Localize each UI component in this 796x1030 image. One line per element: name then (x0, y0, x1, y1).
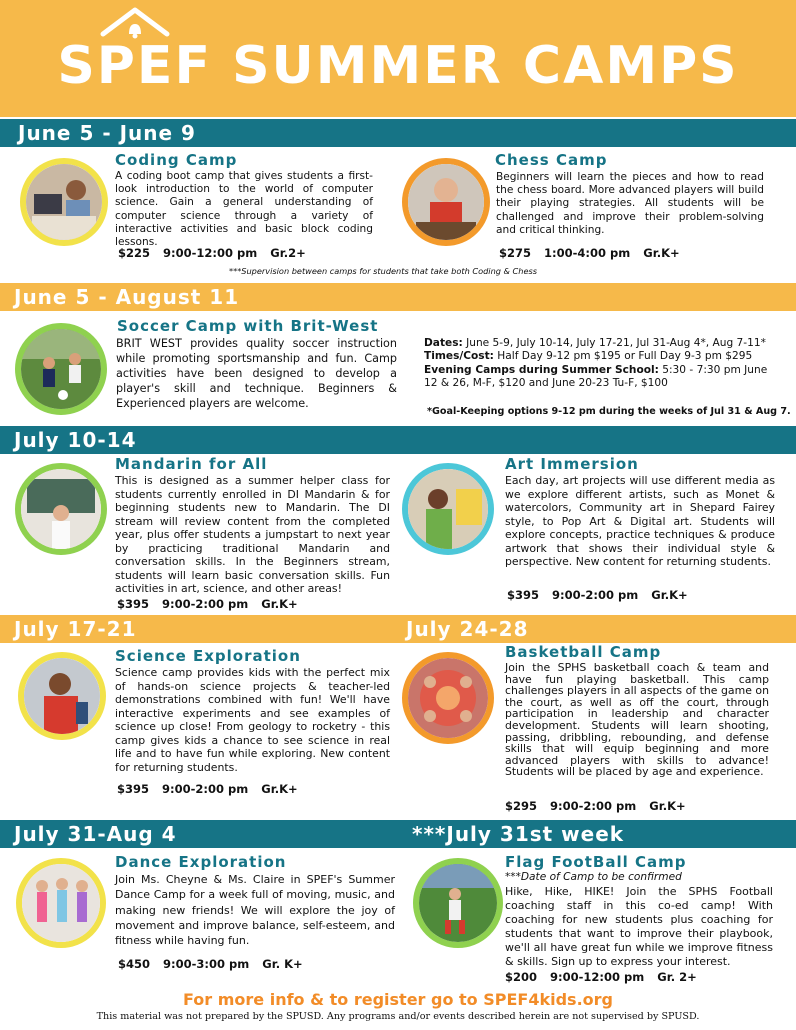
basketball-camp-photo (402, 652, 494, 744)
section-label: June 5 - June 9 (18, 121, 196, 145)
coding-camp-time: 9:00-12:00 pm (163, 246, 258, 260)
section-label: July 17-21 (14, 617, 137, 641)
art-camp-grade: Gr.K+ (651, 588, 688, 602)
section-label: June 5 - August 11 (14, 285, 240, 309)
science-camp-price-row (117, 782, 307, 796)
coding-camp-photo (20, 158, 108, 246)
art-camp-price: $395 (507, 588, 540, 602)
summer-camps-title: SUMMER CAMPS (232, 36, 739, 96)
art-camp-description: Each day, art projects will use different media as we explore different artists, such as Monet & watercolors, Community art in Shepard Fairey style, to Pop Art & Digital art. Students will explore concepts, practice techniques & produce artwork that shows their individual style & perspective. New content for returning students. (505, 474, 775, 568)
coding-camp-description: A coding boot camp that gives students a first-look introduction to the world of computer science. Gain a general understanding of computer science through a variety of interactive activities and basic block coding lessons. (115, 170, 373, 249)
flag-football-camp-description: Hike, Hike, HIKE! Join the SPHS Football coaching staff in this co-ed camp! With coaching for new students plus coaching for students that want to improve their playbook, we'll all have great fun while we improve fitness & skills. Sign up to express your interest. (505, 885, 773, 968)
dance-camp-title: Dance Exploration (115, 853, 287, 871)
basketball-camp-description: Join the SPHS basketball coach & team and have fun playing basketball. This camp challenges players in all aspects of the game on the court, as well as off the court, through participation in leadership and character development. Students will learn shooting, passing, dribbling, rebounding, and defense skills that will equip beginning and more advanced players with skills to advance! Students will be placed by age and experience. (505, 661, 769, 779)
art-camp-photo (402, 463, 494, 555)
mandarin-camp-title: Mandarin for All (115, 455, 268, 473)
art-camp-title: Art Immersion (505, 455, 639, 473)
soccer-times-cost: Half Day 9-12 pm $195 or Full Day 9-3 pm $295 (497, 350, 753, 363)
soccer-camp-description: BRIT WEST provides quality soccer instruction while promoting sportsmanship and fun. Camp activities have been designed to develop a player's skill and technique. Beginners & Experienced players are welcome. (116, 337, 397, 410)
section-band-june5-aug11 (0, 283, 796, 311)
basketball-camp-title: Basketball Camp (505, 643, 662, 661)
soccer-camp-photo (15, 323, 107, 415)
basketball-camp-grade: Gr.K+ (649, 799, 686, 813)
section-label: July 10-14 (14, 428, 137, 452)
chess-camp-description: Beginners will learn the pieces and how to read the chess board. More advanced players will build their playing strategies. All students will be challenged and improve their problem-solving and critical thinking. (496, 171, 764, 236)
science-camp-photo (18, 652, 106, 740)
section-band-july31-aug4 (0, 820, 796, 848)
coding-camp-price: $225 (118, 246, 151, 260)
art-camp-time: 9:00-2:00 pm (552, 588, 639, 602)
goal-keeping-note: *Goal-Keeping options 9-12 pm during the weeks of Jul 31 & Aug 7. (427, 406, 791, 417)
science-camp-description: Science camp provides kids with the perfect mix of hands-on science projects & teacher-led demonstrations combined with fun! We'll have interactive experiments and see examples of science up close! From geology to rocketry - this camp gives kids a chance to see science in real life and to have fun while exploring. New content for returning students. (115, 666, 390, 774)
flag-football-camp-title: Flag FootBall Camp (505, 853, 687, 871)
section-band-june5-june9 (0, 119, 796, 147)
mandarin-camp-price: $395 (117, 597, 150, 611)
flag-football-camp-grade: Gr. 2+ (657, 970, 697, 984)
header-banner (0, 0, 796, 117)
chess-camp-price: $275 (499, 246, 532, 260)
times-cost-label: Times/Cost: (424, 350, 494, 363)
spef-logo-text: SPEF (57, 36, 212, 96)
art-camp-price-row (507, 588, 697, 602)
science-camp-price: $395 (117, 782, 150, 796)
section-label: July 31-Aug 4 (14, 822, 177, 846)
soccer-evening-camps: 5:30 - 7:30 pm June 12 & 26, M-F, $120 and June 20-23 Tu-F, $100 (424, 363, 768, 390)
soccer-camp-details (424, 337, 784, 391)
flag-football-camp-price-row (505, 970, 706, 984)
coding-camp-title: Coding Camp (115, 151, 238, 169)
dance-camp-time: 9:00-3:00 pm (163, 957, 250, 971)
mandarin-camp-grade: Gr.K+ (261, 597, 298, 611)
science-camp-title: Science Exploration (115, 647, 301, 665)
supervision-note: ***Supervision between camps for students that take both Coding & Chess (229, 266, 538, 276)
chess-camp-price-row (499, 246, 689, 260)
dance-camp-price: $450 (118, 957, 151, 971)
flag-football-camp-photo (413, 858, 503, 948)
coding-camp-grade: Gr.2+ (270, 246, 306, 260)
mandarin-camp-photo (15, 463, 107, 555)
dance-camp-grade: Gr. K+ (262, 957, 303, 971)
section-label-right: ***July 31st week (412, 822, 625, 846)
science-camp-time: 9:00-2:00 pm (162, 782, 249, 796)
flag-football-camp-price: $200 (505, 970, 538, 984)
mandarin-camp-price-row (117, 597, 307, 611)
mandarin-camp-description: This is designed as a summer helper class for students currently enrolled in DI Mandarin & for beginning students new to Mandarin. The DI stream will review content from the completed year, plus offer students a jumpstart to next year by practicing traditional Mandarin and conversation skills. In the Beginners stream, students will learn basic conversation skills. Fun activities in art, science, and other areas! (115, 474, 390, 595)
chess-camp-title: Chess Camp (495, 151, 608, 169)
section-label-right: July 24-28 (406, 617, 529, 641)
coding-camp-price-row (118, 246, 315, 260)
dance-camp-description: Join Ms. Cheyne & Ms. Claire in SPEF's Summer Dance Camp for a week full of moving, music, and making new friends! We will explore the joy of movement and improve balance, self-esteem, and fitness while having fun. (115, 873, 395, 948)
section-band-july17-21 (0, 615, 796, 643)
soccer-camp-title: Soccer Camp with Brit-West (117, 317, 379, 335)
page-title (0, 36, 796, 96)
dance-camp-price-row (118, 957, 312, 971)
dates-label: Dates: (424, 337, 463, 349)
basketball-camp-price-row (505, 799, 695, 813)
disclaimer: This material was not prepared by the SPUSD. Any programs and/or events described herein are not supervised by SPUSD. (96, 1011, 700, 1022)
flag-football-subtitle: ***Date of Camp to be confirmed (505, 871, 682, 883)
science-camp-grade: Gr.K+ (261, 782, 298, 796)
basketball-camp-price: $295 (505, 799, 538, 813)
dance-camp-photo (16, 858, 106, 948)
basketball-camp-time: 9:00-2:00 pm (550, 799, 637, 813)
chess-camp-time: 1:00-4:00 pm (544, 246, 631, 260)
flag-football-camp-time: 9:00-12:00 pm (550, 970, 645, 984)
chess-camp-grade: Gr.K+ (643, 246, 680, 260)
mandarin-camp-time: 9:00-2:00 pm (162, 597, 249, 611)
evening-camps-label: Evening Camps during Summer School: (424, 363, 659, 376)
section-band-july10-14 (0, 426, 796, 454)
register-link[interactable]: For more info & to register go to SPEF4kids.org (183, 990, 613, 1009)
chess-camp-photo (402, 158, 490, 246)
soccer-dates: June 5-9, July 10-14, July 17-21, Jul 31-Aug 4*, Aug 7-11* (466, 337, 766, 349)
